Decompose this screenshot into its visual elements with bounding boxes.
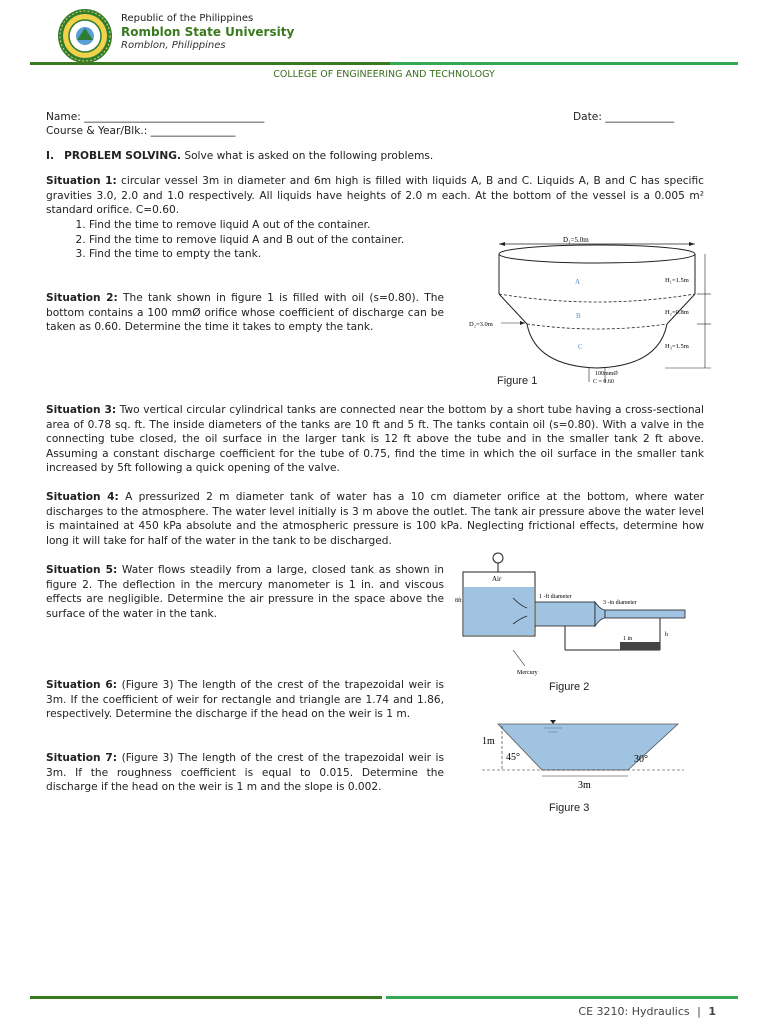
university-name: Romblon State University	[121, 25, 295, 39]
fig2-mercury-label: Mercury	[517, 670, 538, 676]
fig1-liquid-b: B	[576, 312, 581, 320]
situation-text: (Figure 3) The length of the crest of the trapezoidal weir is 3m. If the roughness coefficient is equal to 0.015. Determine the discharge if the head on the weir is 1 m and the slope is 0.002.	[46, 752, 445, 794]
section-title: PROBLEM SOLVING	[64, 150, 177, 162]
situation-label: Situation 1:	[46, 175, 117, 187]
situation-label: Situation 2:	[46, 292, 118, 304]
section-number: I.	[46, 150, 54, 162]
situation-text: The tank shown in figure 1 is filled with oil (s=0.80). The bottom contains a 100 mmØ orifice whose coefficient of discharge can be taken as 0.60. Determine the time it takes to empty the tank.	[46, 292, 444, 334]
list-item: 1. Find the time to remove liquid A out of the container.	[89, 218, 466, 233]
fig1-d2-label: D₂=3.0m	[469, 321, 493, 328]
fig3-head-label: 1m	[482, 736, 495, 747]
fig2-deflection-label: 1 in	[623, 636, 633, 642]
figure-3	[478, 714, 688, 794]
situation-7	[46, 751, 444, 795]
course-field: Course & Year/Blk.: ________________	[46, 125, 236, 137]
situation-label: Situation 7:	[46, 752, 118, 764]
fig1-liquid-a: A	[575, 278, 581, 286]
fig1-coef-label: C = 0.60	[593, 379, 614, 385]
situation-label: Situation 4:	[46, 491, 119, 503]
situation-label: Situation 3:	[46, 404, 117, 416]
university-seal-logo	[57, 8, 113, 64]
list-item: 3. Find the time to empty the tank.	[89, 247, 466, 262]
situation-label: Situation 5:	[46, 564, 118, 576]
fig2-height-label: 8ft	[455, 598, 462, 604]
situation-3	[46, 403, 704, 476]
situation-text: (Figure 3) The length of the crest of the trapezoidal weir is 3m. If the coefficient of weir for rectangle and triangle are 1.74 and 1.86, respectively. Determine the discharge if the head on the weir is 1 m.	[46, 679, 445, 721]
section-heading: I. PROBLEM SOLVING. Solve what is asked on the following problems.	[46, 150, 434, 162]
fig3-angle-right-label: 30°	[634, 754, 648, 765]
fig2-h-label: h	[665, 632, 668, 638]
fig1-h3-label: H₃=1.5m	[665, 343, 689, 350]
fig1-h2-label: H₂=0.8m	[665, 309, 689, 316]
footer-divider	[30, 996, 738, 999]
footer-separator: |	[697, 1005, 701, 1018]
footer-course: CE 3210: Hydraulics	[578, 1005, 690, 1018]
page-number: 1	[708, 1005, 716, 1018]
page-footer	[578, 1005, 716, 1018]
fig1-liquid-c: C	[578, 343, 583, 351]
situation-text: Two vertical circular cylindrical tanks are connected near the bottom by a short tube having a cross-sectional area of 0.78 sq. ft. The inside diameters of the tanks are 10 ft and 5 ft. The tanks contain oil (s=0.80). With a valve in the connecting tube closed, the oil surface in the larger tank is 12 ft above the tube and in the smaller tank 2 ft above. Assuming a constant discharge coefficient for the tube of 0.75, find the time in which the oil surface in the smaller tank increased by 5ft following a quick opening of the valve.	[46, 404, 704, 475]
situation-1-questions	[46, 218, 466, 262]
fig2-d1-label: 1 -ft diameter	[539, 594, 572, 600]
college-name: COLLEGE OF ENGINEERING AND TECHNOLOGY	[273, 69, 495, 80]
situation-label: Situation 6:	[46, 679, 118, 691]
figure-2	[455, 550, 695, 680]
fig1-h1-label: H₁=1.5m	[665, 277, 689, 284]
situation-2	[46, 291, 444, 335]
situation-5	[46, 563, 444, 621]
republic-line: Republic of the Philippines	[121, 13, 254, 24]
fig2-d2-label: 3 -in diameter	[603, 600, 637, 606]
fig3-crest-label: 3m	[578, 780, 591, 791]
figure-1	[465, 232, 715, 390]
situation-text: A pressurized 2 m diameter tank of water has a 10 cm diameter orifice at the bottom, where water discharges to the atmosphere. The water level initially is 3 m above the outlet. The tank air pressure above the water level is maintained at 450 kPa absolute and the atmospheric pressure is 100 kPa. Neglecting frictional effects, determine how long it will take for half of the water in the tank to be discharged.	[46, 491, 704, 547]
figure-3-caption: Figure 3	[549, 802, 590, 814]
date-field: Date: _____________	[573, 111, 675, 123]
situation-text: circular vessel 3m in diameter and 6m high is filled with liquids A, B and C. Liquids A, B and C has specific gravities 3.0, 2.0 and 1.0 respectively. All liquids have heights of 2.0 m each. At the bottom of the vessel is a 0.005 m² standard orifice. C=0.60.	[46, 175, 704, 217]
figure-1-caption: Figure 1	[497, 375, 538, 387]
fig1-d1-label: D₁=5.0m	[563, 236, 589, 244]
situation-text: Water flows steadily from a large, closed tank as shown in figure 2. The deflection in the mercury manometer is 1 in. and viscous effects are negligible. Determine the air pressure in the space above the surface of the water in the tank.	[46, 564, 444, 620]
situation-4	[46, 490, 704, 548]
section-instruction: Solve what is asked on the following problems.	[184, 150, 434, 162]
fig2-air-label: Air	[492, 575, 502, 583]
location-line: Romblon, Philippines	[121, 40, 226, 51]
name-field: Name: __________________________________	[46, 111, 265, 123]
fig1-orifice-label: 100mmØ	[595, 371, 618, 377]
figure-2-caption: Figure 2	[549, 681, 590, 693]
situation-6	[46, 678, 444, 722]
situation-1	[46, 174, 704, 218]
header-divider	[30, 62, 738, 65]
list-item: 2. Find the time to remove liquid A and B out of the container.	[89, 233, 466, 248]
fig3-angle-left-label: 45°	[506, 752, 520, 763]
